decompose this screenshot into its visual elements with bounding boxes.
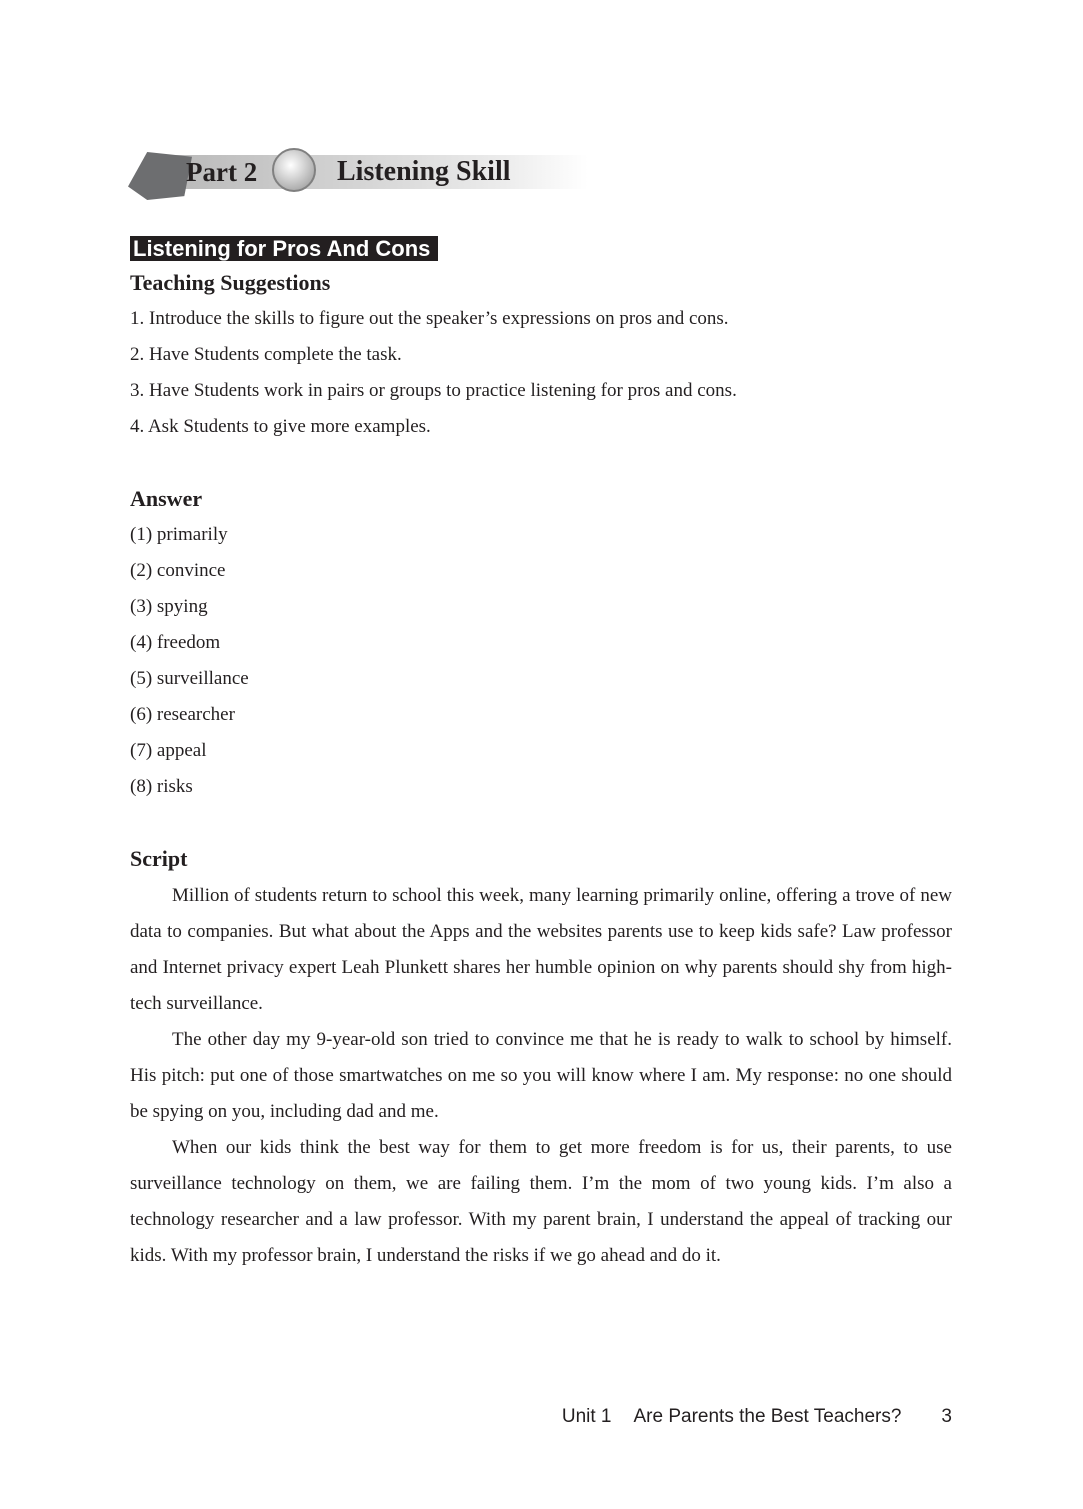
answer-item: (1) primarily [130,524,228,545]
teaching-step: 3. Have Students work in pairs or groups to practice listening for pros and cons. [130,380,737,401]
page-footer [562,1404,952,1430]
answer-item: (3) spying [130,596,208,617]
footer-unit: Unit 1 [561,1406,612,1427]
answer-item: (8) risks [130,776,193,797]
banner-pentagon-icon [128,152,192,200]
teaching-steps-list [130,301,737,445]
answer-item: (5) surveillance [130,668,249,689]
teaching-step: 1. Introduce the skills to figure out the speaker’s expressions on pros and cons. [130,308,729,329]
script-paragraph: When our kids think the best way for them to get more freedom is for us, their parents, to use surveillance technology on them, we are failing them. I’m the mom of two young kids. I’m also a technology researcher and a law professor. With my parent brain, I understand the appeal of tracking our kids. With my professor brain, I understand the risks if we go ahead and do it. [130,1137,952,1266]
banner-circle-icon [272,148,316,192]
script-heading: Script [130,846,188,871]
answer-list [130,517,249,805]
part-title: Listening Skill [337,156,511,187]
page-number: 3 [941,1406,952,1427]
teaching-step: 2. Have Students complete the task. [130,344,402,365]
script-paragraph: Million of students return to school this week, many learning primarily online, offering a trove of new data to companies. But what about the Apps and the websites parents use to keep kids safe? Law professor and Internet privacy expert Leah Plunkett shares her humble opinion on why parents should shy from high-tech surveillance. [130,885,952,1014]
answer-item: (2) convince [130,560,226,581]
teaching-step: 4. Ask Students to give more examples. [130,416,431,437]
answer-item: (4) freedom [130,632,221,653]
answer-item: (7) appeal [130,740,207,761]
part-label: Part 2 [186,157,258,187]
script-paragraph: The other day my 9-year-old son tried to convince me that he is ready to walk to school by himself. His pitch: put one of those smartwatches on me so you will know where I am. My response: no one should be spying on you, including dad and me. [130,1029,952,1122]
footer-title: Are Parents the Best Teachers? [633,1406,902,1427]
script-body [130,878,952,1274]
part-banner [128,148,588,202]
section-heading: Listening for Pros And Cons [130,236,438,261]
teaching-suggestions-heading: Teaching Suggestions [130,270,331,295]
answer-heading: Answer [130,486,203,511]
answer-item: (6) researcher [130,704,235,725]
